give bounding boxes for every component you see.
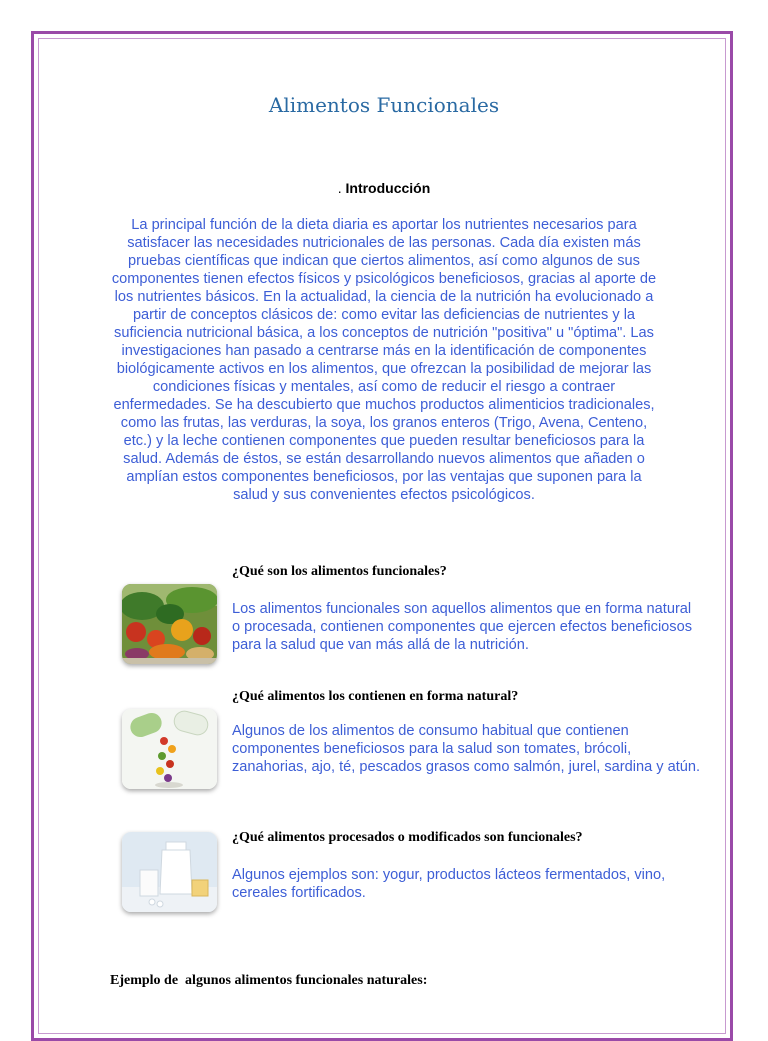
intro-heading-text: Introducción — [345, 180, 431, 196]
section-text-natural-foods: Algunos de los alimentos de consumo habitual que contienen componentes beneficiosos para la salud son tomates, brócoli, zanahorias, ajo, té, pescados grasos como salmón, jurel, sardina y atún. — [232, 723, 701, 775]
section-text-processed-foods: Algunos ejemplos son: yogur, productos lácteos fermentados, vino, cereales fortificados. — [232, 867, 666, 901]
section-heading-natural-foods: ¿Qué alimentos los contienen en forma natural? — [232, 689, 519, 704]
section-text-functional-foods: Los alimentos funcionales son aquellos alimentos que en forma natural o procesada, contienen componentes que ejercen efectos beneficiosos para la salud que van más allá de la nutrición. — [232, 601, 693, 653]
intro-prefix: . — [337, 180, 346, 196]
section-heading-functional-foods: ¿Qué son los alimentos funcionales? — [232, 564, 447, 579]
section-heading-processed-foods: ¿Qué alimentos procesados o modificados son funcionales? — [232, 830, 583, 845]
intro-paragraph: La principal función de la dieta diaria es aportar los nutrientes necesarios para satisfacer las necesidades nutricionales de las personas. Cada día existen más pruebas científicas que indican que ciertos alimentos, así como algunos de sus componentes tienen efectos físicos y psicológicos beneficiosos, gracias al aporte de los nutrientes básicos. En la actualidad, la ciencia de la nutrición ha evolucionado a partir de conceptos clásicos de: como evitar las deficiencias de nutrientes y la suficiencia nutricional básica, a los conceptos de nutrición "positiva" u "óptima". Las investigaciones han pasado a centrarse más en la identificación de componentes biológicamente activos en los alimentos, que ofrezcan la posibilidad de mejorar las condiciones físicas y mentales, así como de reducir el riesgo a contraer enfermedades. Se ha descubierto que muchos productos alimenticios tradicionales, como las frutas, las verduras, la soya, los granos enteros (Trigo, Avena, Centeno, etc.) y la leche contienen componentes que pueden resultar beneficiosos para la salud. Además de éstos, se están desarrollando nuevos alimentos que añaden o amplían estos componentes beneficiosos, por las ventajas que suponen para la salud y sus convenientes efectos psicológicos. — [111, 217, 657, 503]
intro-heading — [0, 180, 768, 196]
vegetables-photo — [122, 584, 217, 664]
pill-capsule-fruits-photo — [122, 709, 217, 789]
milk-dairy-photo — [122, 832, 217, 912]
page-title: Alimentos Funcionales — [268, 93, 500, 117]
examples-heading: Ejemplo de algunos alimentos funcionales naturales: — [110, 973, 428, 988]
